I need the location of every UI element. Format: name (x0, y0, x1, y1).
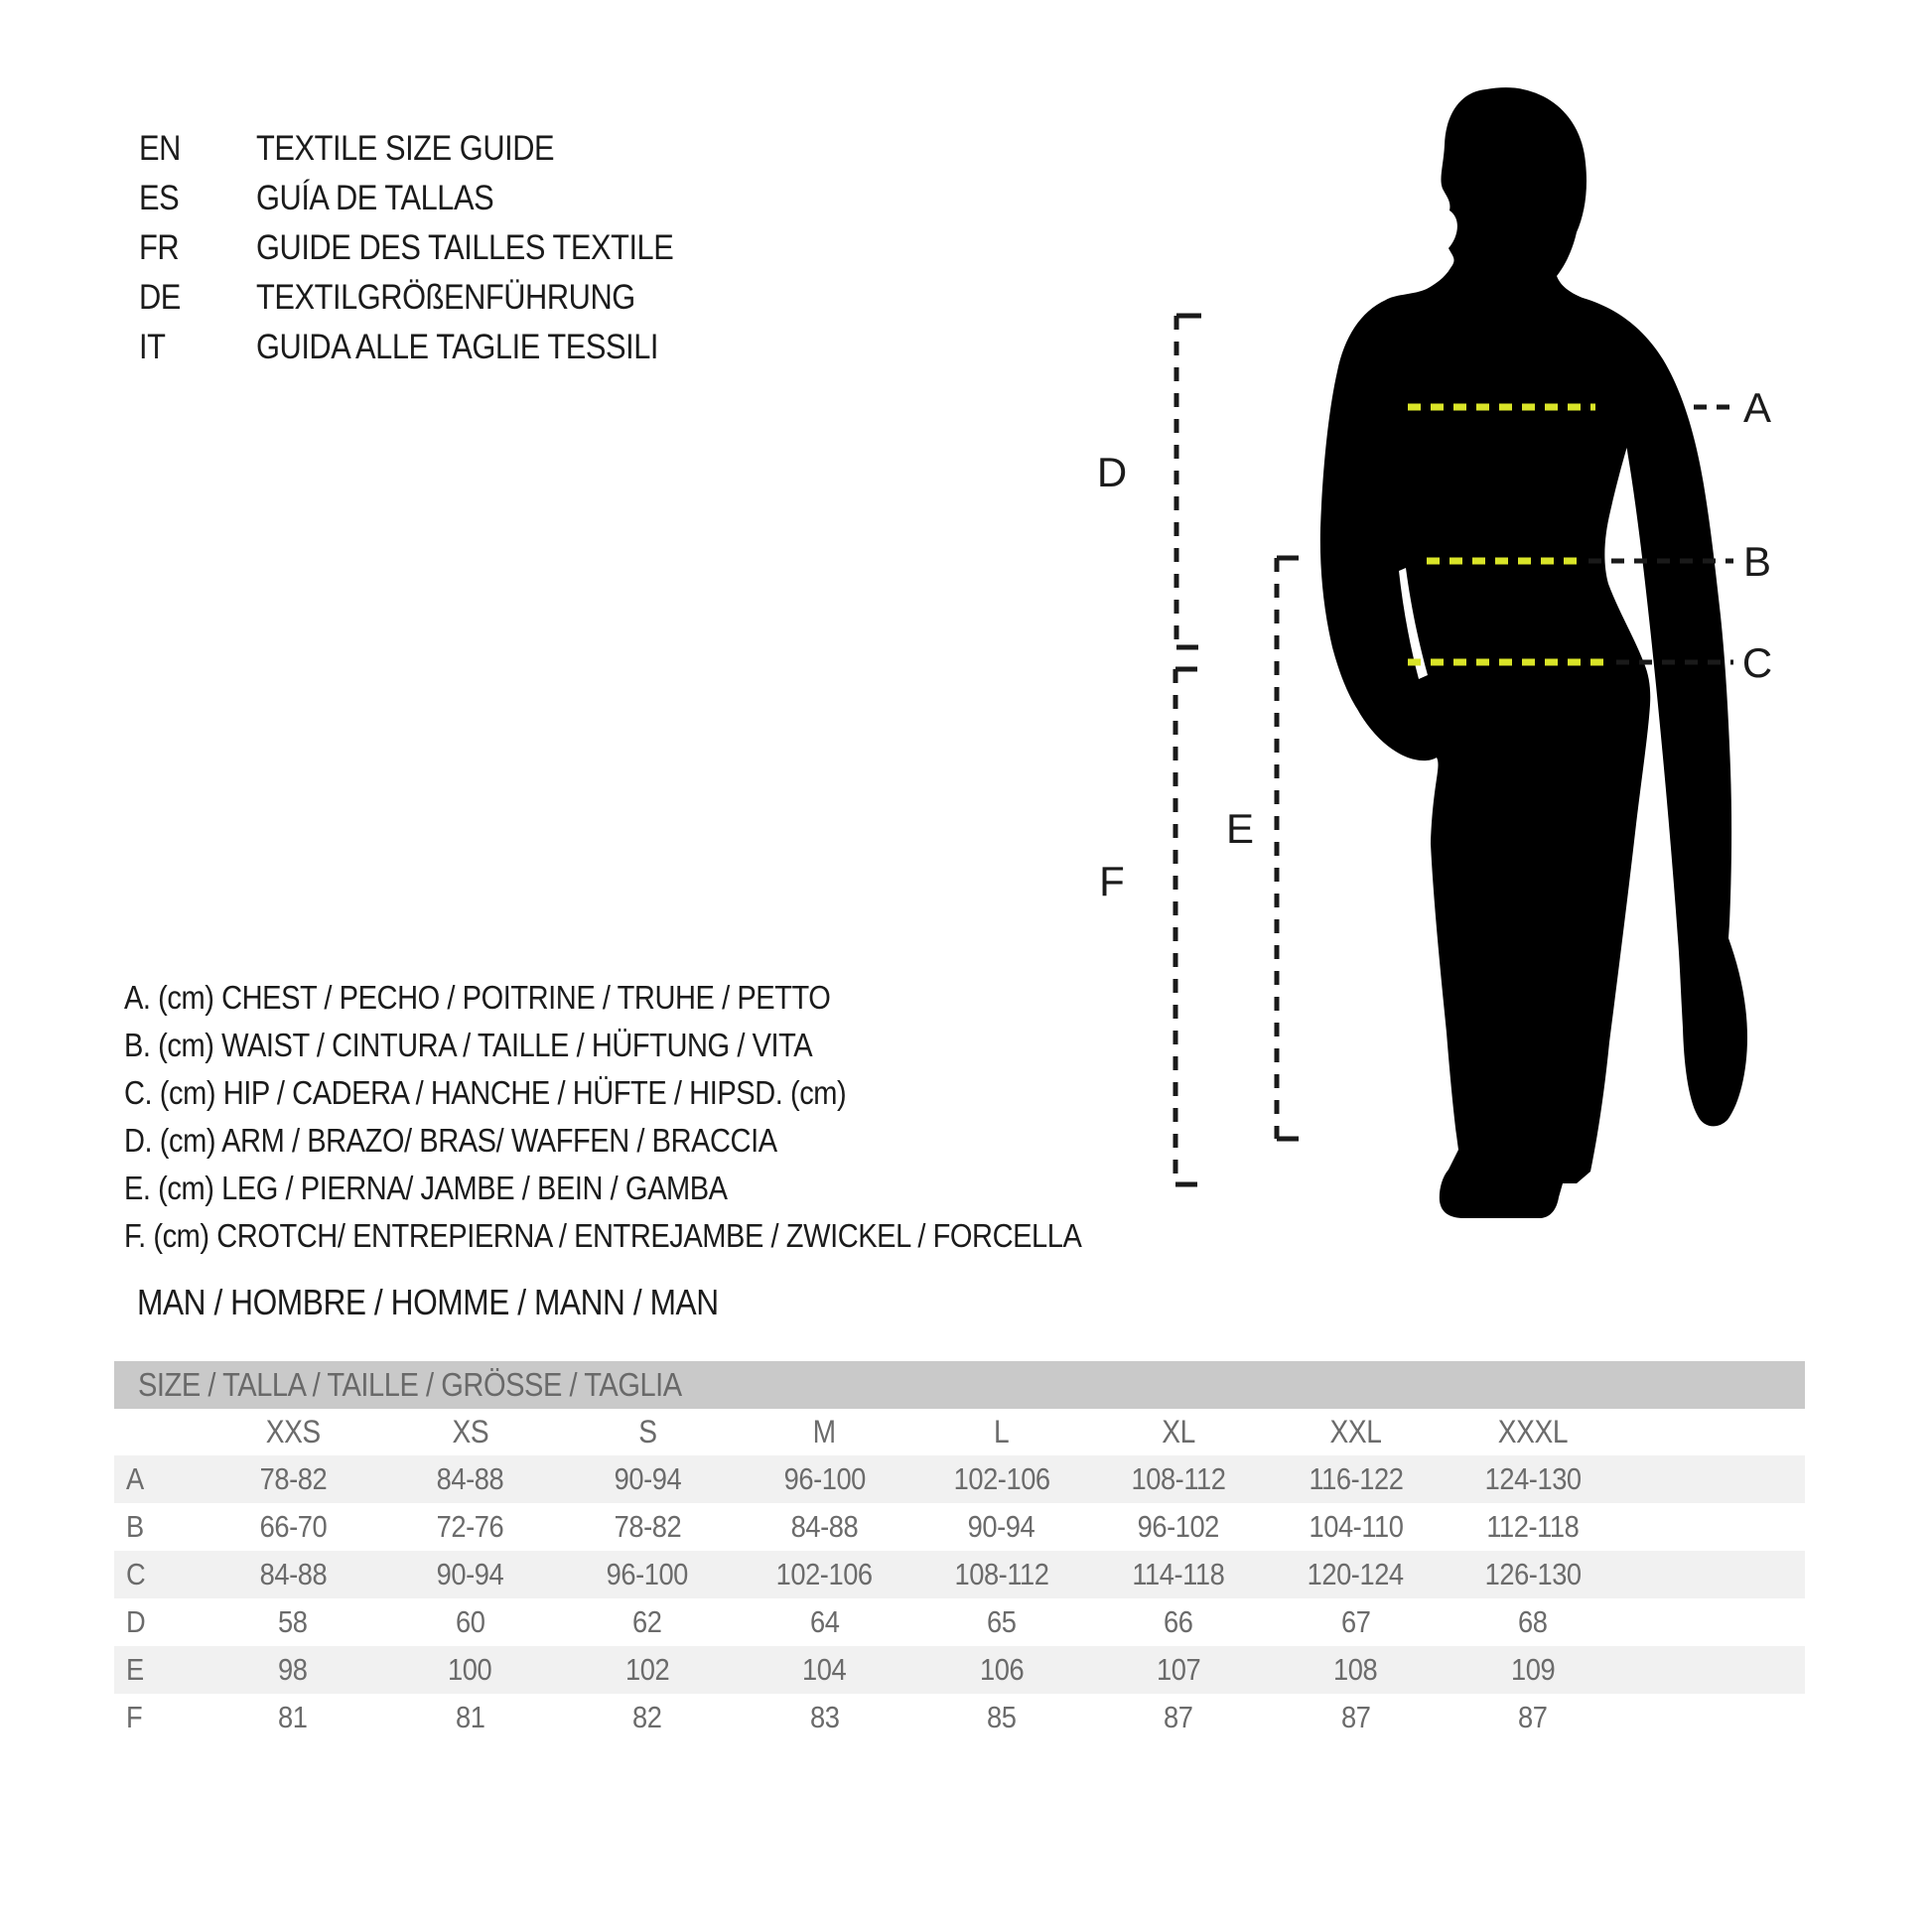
value-cell-text: 84-88 (790, 1509, 859, 1544)
value-cell (205, 1503, 381, 1551)
value-cell (736, 1694, 912, 1741)
marker-e-label: E (1225, 805, 1255, 852)
value-cell-text: 102 (624, 1652, 670, 1687)
value-cell-text: 98 (278, 1652, 308, 1687)
value-cell-text: 108 (1333, 1652, 1378, 1687)
language-code-text: ES (139, 179, 180, 217)
value-cell (559, 1598, 736, 1646)
language-title-text: TEXTILGRÖßENFÜHRUNG (256, 278, 635, 317)
language-code (139, 124, 256, 174)
value-cell-text: 100 (448, 1652, 492, 1687)
value-cell (1445, 1694, 1621, 1741)
value-cell (381, 1503, 558, 1551)
language-title-text: GUÍA DE TALLAS (256, 179, 494, 217)
value-cell (736, 1646, 912, 1694)
value-cell (1090, 1598, 1267, 1646)
marker-b-label: B (1742, 538, 1772, 585)
row-label (114, 1646, 205, 1694)
language-code-text: IT (139, 328, 166, 366)
size-column-header (736, 1409, 912, 1455)
value-cell (559, 1455, 736, 1503)
measurement-legend-text: E. (cm) LEG / PIERNA/ JAMBE / BEIN / GAMBA (124, 1170, 728, 1206)
value-cell (1267, 1503, 1444, 1551)
row-label (114, 1503, 205, 1551)
value-cell (205, 1694, 381, 1741)
language-title (256, 223, 731, 273)
table-row (114, 1503, 1805, 1551)
size-table-title-text: SIZE / TALLA / TAILLE / GRÖSSE / TAGLIA (138, 1366, 682, 1403)
value-cell (1445, 1598, 1621, 1646)
value-cell (913, 1598, 1090, 1646)
value-cell-text: 107 (1157, 1652, 1201, 1687)
language-code-text: FR (139, 228, 180, 267)
value-cell-text: 87 (1164, 1700, 1193, 1734)
value-cell-text: 126-130 (1484, 1557, 1582, 1591)
value-cell-text: 85 (987, 1700, 1017, 1734)
size-table-title-bar (114, 1361, 1805, 1409)
row-label-text: F (126, 1700, 143, 1734)
value-cell (559, 1551, 736, 1598)
size-column-header-text: L (994, 1414, 1010, 1449)
size-column-header (913, 1409, 1090, 1455)
value-cell (381, 1694, 558, 1741)
value-cell-text: 81 (278, 1700, 308, 1734)
value-cell-text: 68 (1518, 1604, 1548, 1639)
value-cell (913, 1455, 1090, 1503)
value-cell (205, 1551, 381, 1598)
value-cell-text: 96-100 (606, 1557, 689, 1591)
measurement-legend-text: D. (cm) ARM / BRAZO/ BRAS/ WAFFEN / BRACCIA (124, 1122, 777, 1159)
value-cell (736, 1503, 912, 1551)
value-cell-text: 102-106 (775, 1557, 873, 1591)
value-cell-text: 67 (1340, 1604, 1371, 1639)
table-row (114, 1598, 1805, 1646)
value-cell (1267, 1598, 1444, 1646)
size-column-header (1445, 1409, 1621, 1455)
value-cell-text: 84-88 (436, 1461, 504, 1496)
row-label-text: D (126, 1604, 146, 1639)
table-row (114, 1694, 1805, 1741)
measurement-legend-line (124, 1069, 1212, 1117)
value-cell-text: 66 (1164, 1604, 1193, 1639)
value-cell (1090, 1503, 1267, 1551)
language-row (139, 323, 731, 372)
value-cell (913, 1551, 1090, 1598)
table-row (114, 1455, 1805, 1503)
measurement-legend-line (124, 1165, 1212, 1212)
size-column-header-text: S (637, 1414, 657, 1449)
language-title-list (139, 124, 731, 372)
language-code (139, 174, 256, 223)
value-cell-text: 102-106 (953, 1461, 1050, 1496)
size-column-header (559, 1409, 736, 1455)
value-cell-text: 84-88 (259, 1557, 327, 1591)
value-cell (381, 1598, 558, 1646)
measurement-legend (124, 974, 1212, 1260)
value-cell (1090, 1694, 1267, 1741)
row-label (114, 1598, 205, 1646)
size-column-header (381, 1409, 558, 1455)
value-cell-text: 82 (632, 1700, 662, 1734)
value-cell-text: 78-82 (259, 1461, 327, 1496)
value-cell-text: 120-124 (1308, 1557, 1405, 1591)
language-title (256, 273, 687, 323)
measurement-legend-text: F. (cm) CROTCH/ ENTREPIERNA / ENTREJAMBE / ZWICKEL / FORCELLA (124, 1217, 1082, 1254)
language-row (139, 273, 731, 323)
marker-a-label: A (1742, 384, 1772, 431)
language-code (139, 273, 256, 323)
value-cell (559, 1694, 736, 1741)
value-cell (913, 1694, 1090, 1741)
value-cell-text: 90-94 (614, 1461, 681, 1496)
row-label-text: B (126, 1509, 144, 1544)
value-cell (913, 1646, 1090, 1694)
value-cell-text: 108-112 (954, 1557, 1049, 1591)
language-row (139, 223, 731, 273)
table-row (114, 1551, 1805, 1598)
language-code-text: EN (139, 129, 181, 168)
value-cell (1267, 1455, 1444, 1503)
value-cell-text: 81 (455, 1700, 485, 1734)
row-label-text: C (126, 1557, 146, 1591)
measurement-legend-line (124, 974, 1212, 1022)
value-cell (205, 1598, 381, 1646)
value-cell-text: 83 (809, 1700, 840, 1734)
value-cell-text: 104-110 (1309, 1509, 1404, 1544)
language-title-text: GUIDE DES TAILLES TEXTILE (256, 228, 674, 267)
value-cell-text: 124-130 (1484, 1461, 1582, 1496)
size-column-header (205, 1409, 381, 1455)
value-cell-text: 72-76 (436, 1509, 504, 1544)
language-title-text: GUIDA ALLE TAGLIE TESSILI (256, 328, 659, 366)
value-cell (1445, 1551, 1621, 1598)
value-cell (736, 1598, 912, 1646)
value-cell-text: 116-122 (1309, 1461, 1404, 1496)
language-title (256, 323, 713, 372)
language-title-text: TEXTILE SIZE GUIDE (256, 129, 555, 168)
size-column-header-text: XXS (265, 1414, 321, 1449)
value-cell (1267, 1694, 1444, 1741)
value-cell (205, 1646, 381, 1694)
value-cell (205, 1455, 381, 1503)
value-cell (1445, 1646, 1621, 1694)
row-label-text: E (126, 1652, 144, 1687)
value-cell-text: 64 (809, 1604, 840, 1639)
value-cell-text: 66-70 (259, 1509, 327, 1544)
language-code (139, 323, 256, 372)
measurement-legend-text: C. (cm) HIP / CADERA / HANCHE / HÜFTE / HIPSD. (cm) (124, 1074, 847, 1111)
value-cell-text: 87 (1340, 1700, 1371, 1734)
value-cell (1267, 1551, 1444, 1598)
gender-heading (137, 1279, 798, 1326)
value-cell (559, 1646, 736, 1694)
value-cell-text: 96-102 (1137, 1509, 1220, 1544)
row-label-text: A (126, 1461, 144, 1496)
value-cell-text: 112-118 (1486, 1509, 1580, 1544)
size-column-header-text: XXXL (1497, 1414, 1569, 1449)
language-title (256, 174, 526, 223)
row-label (114, 1551, 205, 1598)
value-cell (1445, 1503, 1621, 1551)
language-code (139, 223, 256, 273)
value-cell (381, 1646, 558, 1694)
man-silhouette (1320, 87, 1650, 1218)
value-cell (1267, 1646, 1444, 1694)
row-label (114, 1694, 205, 1741)
table-row (114, 1646, 1805, 1694)
value-cell-text: 104 (802, 1652, 847, 1687)
measurement-legend-line (124, 1022, 1212, 1069)
value-cell (381, 1455, 558, 1503)
value-cell (1090, 1646, 1267, 1694)
value-cell-text: 96-100 (783, 1461, 866, 1496)
value-cell (559, 1503, 736, 1551)
language-code-text: DE (139, 278, 181, 317)
value-cell-text: 90-94 (967, 1509, 1035, 1544)
value-cell-text: 90-94 (436, 1557, 504, 1591)
marker-d-label: D (1096, 449, 1128, 495)
value-cell (1090, 1455, 1267, 1503)
value-cell (381, 1551, 558, 1598)
size-column-header-text: M (812, 1414, 836, 1449)
value-cell (1090, 1551, 1267, 1598)
value-cell-text: 108-112 (1131, 1461, 1226, 1496)
measurement-legend-text: A. (cm) CHEST / PECHO / POITRINE / TRUHE / PETTO (124, 979, 831, 1016)
value-cell-text: 106 (979, 1652, 1024, 1687)
marker-c-label: C (1741, 639, 1773, 686)
value-cell-text: 60 (455, 1604, 485, 1639)
value-cell-text: 109 (1510, 1652, 1556, 1687)
language-title (256, 124, 595, 174)
marker-f-label: F (1099, 858, 1125, 904)
size-column-header (1090, 1409, 1267, 1455)
value-cell (1445, 1455, 1621, 1503)
measurement-legend-text: B. (cm) WAIST / CINTURA / TAILLE / HÜFTUNG / VITA (124, 1027, 813, 1063)
value-cell-text: 58 (278, 1604, 308, 1639)
value-cell-text: 87 (1518, 1700, 1548, 1734)
measurement-legend-line (124, 1117, 1212, 1165)
value-cell (736, 1455, 912, 1503)
size-table-grid (114, 1409, 1805, 1741)
value-cell (736, 1551, 912, 1598)
size-column-header-text: XL (1162, 1414, 1195, 1449)
size-column-header (1267, 1409, 1444, 1455)
size-column-header-text: XXL (1329, 1414, 1382, 1449)
size-column-header-text: XS (452, 1414, 488, 1449)
language-row (139, 174, 731, 223)
size-table (114, 1361, 1805, 1741)
value-cell-text: 62 (632, 1604, 662, 1639)
size-header-empty-cell (114, 1409, 205, 1455)
value-cell-text: 114-118 (1132, 1557, 1225, 1591)
language-row (139, 124, 731, 174)
measurement-legend-line (124, 1212, 1212, 1260)
size-header-row (114, 1409, 1805, 1455)
row-label (114, 1455, 205, 1503)
value-cell-text: 65 (987, 1604, 1017, 1639)
value-cell (913, 1503, 1090, 1551)
gender-heading-text: MAN / HOMBRE / HOMME / MANN / MAN (137, 1282, 719, 1322)
value-cell-text: 78-82 (614, 1509, 681, 1544)
